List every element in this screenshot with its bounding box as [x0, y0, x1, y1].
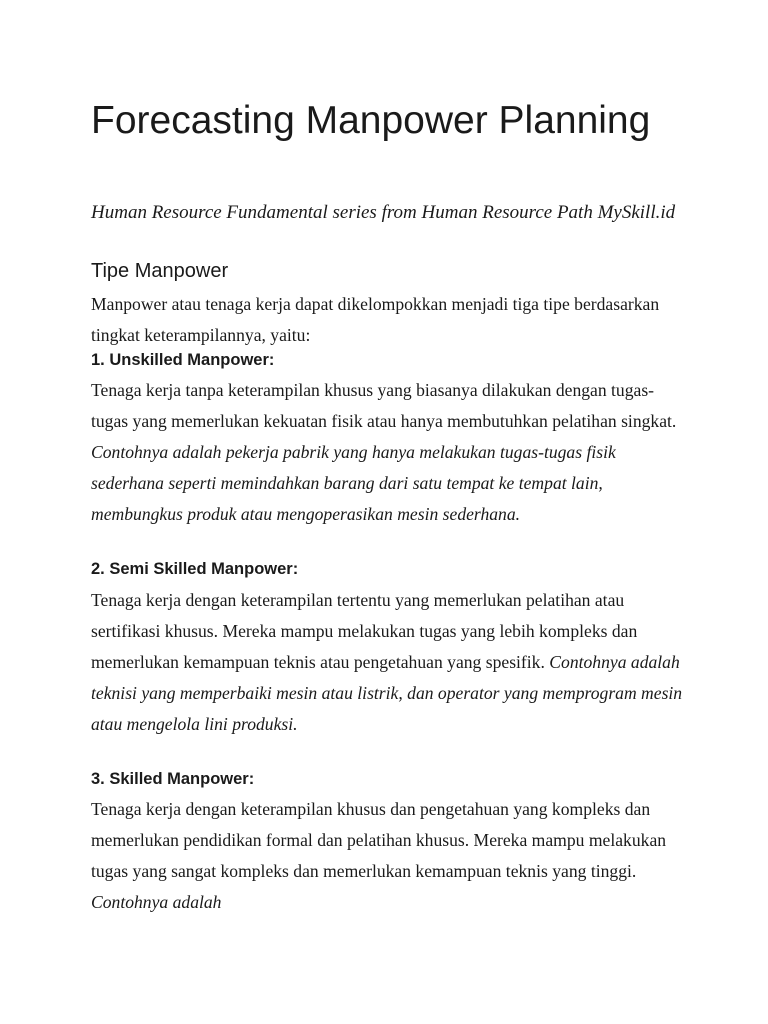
- type-3-heading: 3. Skilled Manpower:: [91, 770, 255, 788]
- document-title: Forecasting Manpower Planning: [91, 99, 651, 142]
- type-1-heading: 1. Unskilled Manpower:: [91, 351, 275, 369]
- type-2-example: Contohnya adalah teknisi yang memperbaiki mesin atau listrik, dan operator yang memprogram mesin atau mengelola lini produksi.: [91, 652, 683, 734]
- section-intro: Manpower atau tenaga kerja dapat dikelompokkan menjadi tiga tipe berdasarkan tingkat keterampilannya, yaitu:: [91, 294, 660, 345]
- section-heading: Tipe Manpower: [91, 260, 229, 282]
- type-1-example: Contohnya adalah pekerja pabrik yang hanya melakukan tugas-tugas fisik sederhana seperti memindahkan barang dari satu tempat ke tempat lain, membungkus produk atau mengoperasikan mesin sederhana.: [91, 442, 616, 524]
- type-2-heading: 2. Semi Skilled Manpower:: [91, 560, 299, 578]
- type-3-paragraph: [91, 794, 691, 918]
- type-1-paragraph: [91, 375, 691, 530]
- document-subtitle: Human Resource Fundamental series from Human Resource Path MySkill.id: [91, 202, 676, 223]
- type-1-text: Tenaga kerja tanpa keterampilan khusus yang biasanya dilakukan dengan tugas-tugas yang memerlukan kekuatan fisik atau hanya membutuhkan pelatihan singkat.: [91, 380, 677, 431]
- type-3-example: Contohnya adalah: [91, 892, 222, 912]
- type-2-paragraph: [91, 585, 691, 740]
- type-2-text: Tenaga kerja dengan keterampilan tertentu yang memerlukan pelatihan atau sertifikasi khusus. Mereka mampu melakukan tugas yang lebih kompleks dan memerlukan kemampuan teknis atau pengetahuan yang spesifik.: [91, 590, 638, 672]
- type-3-text: Tenaga kerja dengan keterampilan khusus dan pengetahuan yang kompleks dan memerlukan pendidikan formal dan pelatihan khusus. Mereka mampu melakukan tugas yang sangat kompleks dan memerlukan kemampuan teknis yang tinggi.: [91, 799, 667, 881]
